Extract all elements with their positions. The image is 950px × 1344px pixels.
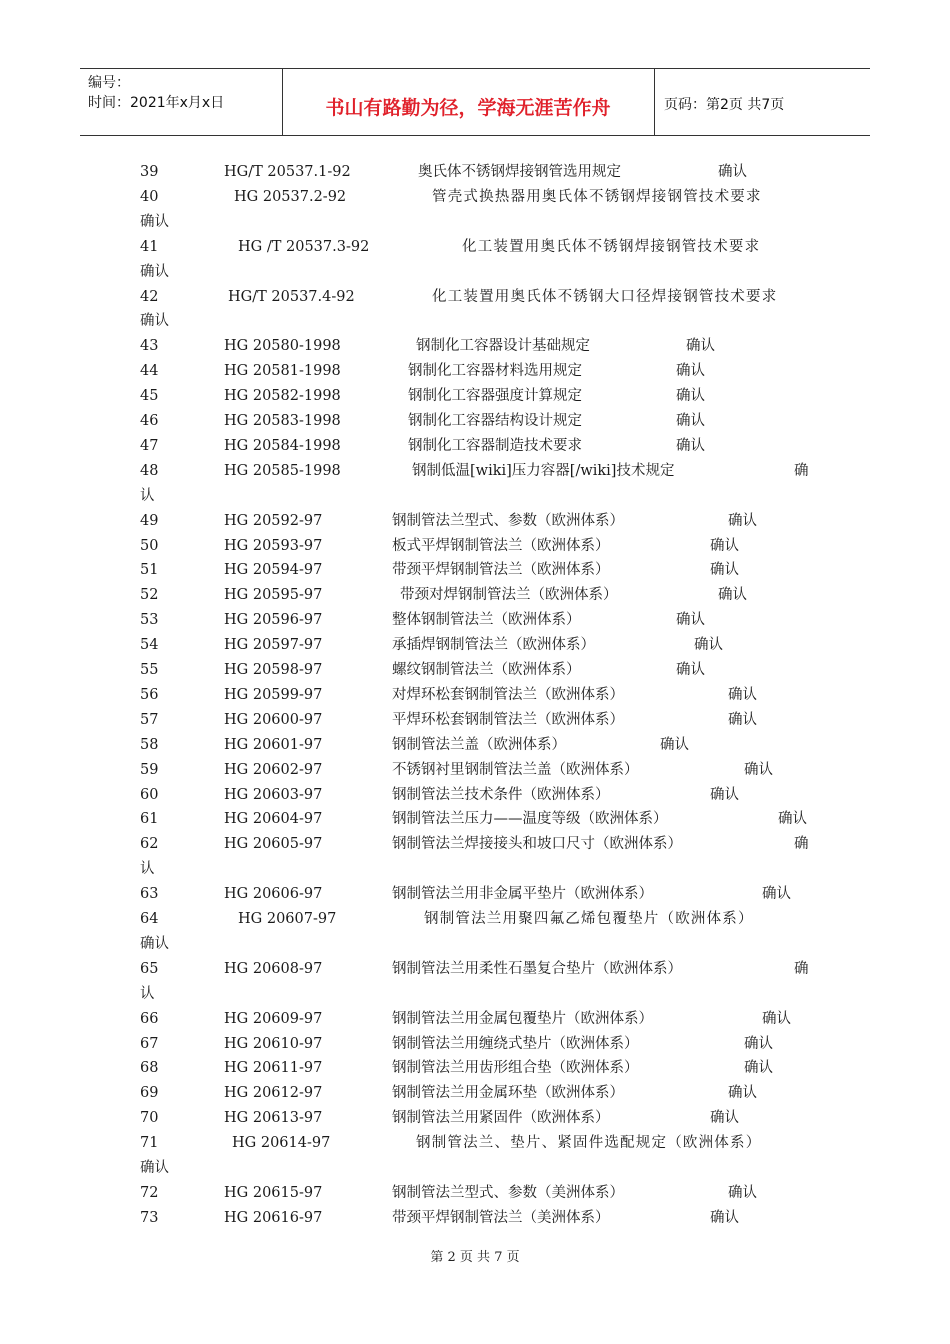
row-number: 42	[140, 288, 159, 305]
standard-code: HG 20611-97	[224, 1060, 323, 1077]
standard-title: 钢制管法兰用齿形组合垫（欧洲体系）	[392, 1060, 639, 1077]
status-text: 确认	[140, 263, 169, 280]
row-number: 66	[140, 1010, 159, 1027]
standard-title: 钢制化工容器制造技术要求	[408, 437, 582, 454]
standard-title: 不锈钢衬里钢制管法兰盖（欧洲体系）	[392, 761, 639, 778]
status-text: 确认	[140, 1160, 169, 1176]
standard-code: HG 20598-97	[224, 662, 323, 678]
standard-code: HG 20607-97	[238, 911, 337, 927]
row-number: 57	[140, 711, 159, 728]
status-text: 确认	[744, 1060, 773, 1077]
row-number: 60	[140, 786, 159, 803]
status-text-part2: 认	[140, 985, 155, 1002]
status-text: 确认	[676, 437, 705, 454]
row-number: 72	[140, 1184, 159, 1201]
standard-code: HG 20580-1998	[224, 338, 341, 355]
row-number: 51	[140, 562, 159, 579]
row-number: 50	[140, 537, 159, 554]
standard-code: HG 20602-97	[224, 761, 323, 778]
standard-title: 钢制管法兰用紧固件（欧洲体系）	[392, 1110, 610, 1127]
status-text: 确认	[676, 612, 705, 629]
standard-code: HG 20592-97	[224, 512, 323, 529]
row-number: 59	[140, 761, 159, 778]
standard-code: HG 20537.2-92	[234, 188, 347, 205]
row-number: 56	[140, 686, 159, 703]
standard-code: HG 20608-97	[224, 960, 323, 977]
standard-code: HG/T 20537.4-92	[228, 288, 355, 305]
standard-title: 钢制管法兰用金属包覆垫片（欧洲体系）	[392, 1010, 653, 1027]
standard-code: HG 20594-97	[224, 562, 323, 579]
standard-code: HG 20595-97	[224, 587, 323, 604]
status-text-part2: 认	[140, 861, 155, 878]
status-text: 确认	[140, 313, 169, 330]
status-text: 确认	[718, 587, 747, 604]
row-number: 70	[140, 1110, 159, 1127]
standard-title: 钢制管法兰焊接接头和坡口尺寸（欧洲体系）	[392, 836, 682, 853]
standard-code: HG 20585-1998	[224, 462, 341, 479]
standard-title: 钢制管法兰型式、参数（欧洲体系）	[392, 512, 624, 529]
status-text: 确认	[728, 686, 757, 703]
status-text: 确认	[728, 512, 757, 529]
row-number: 43	[140, 338, 159, 355]
standard-code: HG 20597-97	[224, 637, 323, 654]
standard-code: HG 20606-97	[224, 886, 323, 903]
standard-title: 钢制管法兰用聚四氟乙烯包覆垫片（欧洲体系）	[424, 911, 754, 927]
status-text: 确认	[694, 637, 723, 654]
row-number: 63	[140, 886, 159, 903]
row-number: 41	[140, 238, 159, 255]
status-text: 确认	[710, 786, 739, 803]
standard-title: 带颈对焊钢制管法兰（欧洲体系）	[400, 587, 618, 604]
status-text: 确认	[778, 811, 807, 828]
page-indicator: 页码：第2页 共7页	[664, 97, 785, 113]
standard-code: HG 20615-97	[224, 1184, 323, 1201]
standard-title: 钢制化工容器结构设计规定	[408, 413, 582, 429]
status-text: 确认	[660, 736, 689, 753]
status-text: 确认	[710, 1110, 739, 1127]
standard-code: HG 20603-97	[224, 786, 323, 803]
standard-title: 钢制化工容器强度计算规定	[408, 388, 582, 405]
motto-text: 书山有路勤为径，学海无涯苦作舟	[325, 97, 611, 119]
status-text: 确认	[676, 388, 705, 405]
standard-title: 带颈平焊钢制管法兰（美洲体系）	[392, 1209, 610, 1226]
status-text: 确认	[710, 1209, 739, 1226]
standard-title: 化工装置用奥氏体不锈钢焊接钢管技术要求	[462, 238, 761, 255]
row-number: 39	[140, 164, 159, 180]
standard-code: HG 20612-97	[224, 1085, 323, 1102]
standard-code: HG 20613-97	[224, 1110, 323, 1127]
row-number: 49	[140, 512, 159, 529]
row-number: 48	[140, 462, 159, 479]
standard-code: HG 20600-97	[224, 711, 323, 728]
row-number: 64	[140, 911, 159, 927]
row-number: 45	[140, 388, 159, 405]
status-text: 确认	[762, 886, 791, 903]
standard-title: 钢制管法兰用金属环垫（欧洲体系）	[392, 1085, 624, 1102]
standard-code: HG 20604-97	[224, 811, 323, 828]
standard-title: 奥氏体不锈钢焊接钢管选用规定	[418, 164, 621, 180]
row-number: 58	[140, 736, 159, 753]
time-label: 时间：2021年x月x日	[88, 95, 225, 111]
status-text-part1: 确	[794, 960, 809, 977]
status-text: 确认	[676, 413, 705, 429]
standard-title: 钢制管法兰用非金属平垫片（欧洲体系）	[392, 886, 653, 903]
row-number: 67	[140, 1035, 159, 1052]
status-text: 确认	[744, 1035, 773, 1052]
standard-title: 钢制低温[wiki]压力容器[/wiki]技术规定	[412, 462, 675, 479]
row-number: 71	[140, 1135, 159, 1152]
status-text: 确认	[676, 363, 705, 380]
standard-title: 钢制管法兰技术条件（欧洲体系）	[392, 786, 610, 803]
status-text-part1: 确	[794, 836, 809, 853]
status-text: 确认	[718, 164, 747, 180]
status-text-part1: 确	[794, 462, 809, 479]
standard-code: HG 20616-97	[224, 1209, 323, 1226]
standard-code: HG 20596-97	[224, 612, 323, 629]
standard-title: 钢制管法兰压力——温度等级（欧洲体系）	[392, 811, 668, 828]
row-number: 62	[140, 836, 159, 853]
standard-title: 板式平焊钢制管法兰（欧洲体系）	[392, 537, 610, 554]
row-number: 53	[140, 612, 159, 629]
standard-code: HG 20582-1998	[224, 388, 341, 405]
standard-title: 钢制管法兰用柔性石墨复合垫片（欧洲体系）	[392, 960, 682, 977]
standard-code: HG 20609-97	[224, 1010, 323, 1027]
row-number: 69	[140, 1085, 159, 1102]
standard-title: 钢制管法兰用缠绕式垫片（欧洲体系）	[392, 1035, 639, 1052]
serial-label: 编号：	[88, 75, 130, 91]
standard-title: 钢制化工容器设计基础规定	[416, 338, 590, 355]
standard-title: 螺纹钢制管法兰（欧洲体系）	[392, 662, 581, 678]
standard-code: HG 20581-1998	[224, 363, 341, 380]
row-number: 61	[140, 811, 159, 828]
row-number: 44	[140, 363, 159, 380]
row-number: 73	[140, 1209, 159, 1226]
row-number: 68	[140, 1060, 159, 1077]
standard-code: HG 20599-97	[224, 686, 323, 703]
row-number: 65	[140, 960, 159, 977]
status-text: 确认	[140, 213, 169, 230]
status-text-part2: 认	[140, 487, 155, 504]
status-text: 确认	[762, 1010, 791, 1027]
status-text: 确认	[728, 711, 757, 728]
status-text: 确认	[728, 1085, 757, 1102]
standard-code: HG 20605-97	[224, 836, 323, 853]
status-text: 确认	[728, 1184, 757, 1201]
status-text: 确认	[744, 761, 773, 778]
standard-code: HG/T 20537.1-92	[224, 164, 351, 180]
standard-title: 钢制化工容器材料选用规定	[408, 363, 582, 380]
standard-title: 管壳式换热器用奥氏体不锈钢焊接钢管技术要求	[432, 188, 762, 205]
standard-title: 化工装置用奥氏体不锈钢大口径焊接钢管技术要求	[432, 288, 778, 305]
row-number: 55	[140, 662, 159, 678]
standard-code: HG 20593-97	[224, 537, 323, 554]
standard-code: HG /T 20537.3-92	[238, 238, 370, 255]
standard-title: 带颈平焊钢制管法兰（欧洲体系）	[392, 562, 610, 579]
standard-code: HG 20584-1998	[224, 437, 341, 454]
standard-title: 整体钢制管法兰（欧洲体系）	[392, 612, 581, 629]
status-text: 确认	[710, 537, 739, 554]
standard-code: HG 20601-97	[224, 736, 323, 753]
standard-title: 平焊环松套钢制管法兰（欧洲体系）	[392, 711, 624, 728]
status-text: 确认	[686, 338, 715, 355]
status-text: 确认	[140, 935, 169, 952]
standard-title: 钢制管法兰型式、参数（美洲体系）	[392, 1184, 624, 1201]
status-text: 确认	[676, 662, 705, 678]
standard-code: HG 20610-97	[224, 1035, 323, 1052]
standard-title: 对焊环松套钢制管法兰（欧洲体系）	[392, 686, 624, 703]
row-number: 46	[140, 413, 159, 429]
status-text: 确认	[710, 562, 739, 579]
standard-title: 钢制管法兰、垫片、紧固件选配规定（欧洲体系）	[416, 1135, 762, 1152]
standard-code: HG 20583-1998	[224, 413, 341, 429]
row-number: 47	[140, 437, 159, 454]
page-footer: 第 2 页 共 7 页	[430, 1250, 520, 1265]
row-number: 52	[140, 587, 159, 604]
standard-title: 承插焊钢制管法兰（欧洲体系）	[392, 637, 595, 654]
standard-code: HG 20614-97	[232, 1135, 331, 1152]
row-number: 40	[140, 188, 159, 205]
standard-title: 钢制管法兰盖（欧洲体系）	[392, 736, 566, 753]
row-number: 54	[140, 637, 159, 654]
